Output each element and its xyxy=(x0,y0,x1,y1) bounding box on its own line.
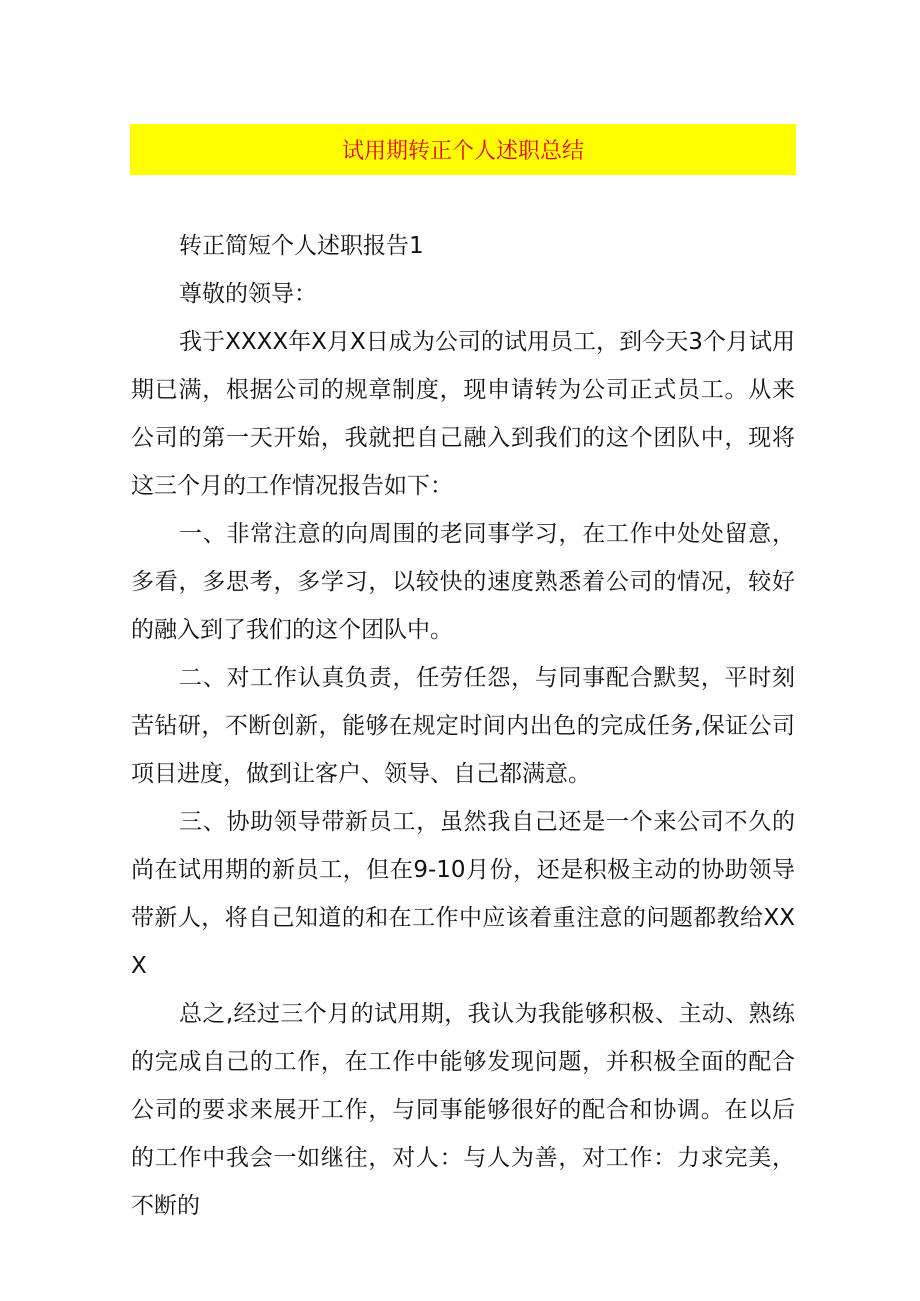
paragraph-intro: 我于XXXX年X月X日成为公司的试用员工，到今天3个月试用期已满，根据公司的规章制度，现申请转为公司正式员工。从来公司的第一天开始，我就把自己融入到我们的这个团队中，现将这三个月的工作情况报告如下： xyxy=(131,329,795,499)
paragraph-point-2: 二、对工作认真负责，任劳任怨，与同事配合默契，平时刻苦钻研，不断创新，能够在规定时间内出色的完成任务,保证公司项目进度，做到让客户、领导、自己都满意。 xyxy=(131,665,795,787)
paragraph-summary: 总之,经过三个月的试用期，我认为我能够积极、主动、熟练的完成自己的工作，在工作中能够发现问题，并积极全面的配合公司的要求来展开工作，与同事能够很好的配合和协调。在以后的工作中我会一如继往，对人：与人为善，对工作：力求完美，不断的 xyxy=(131,1001,795,1219)
paragraph-point-1: 一、非常注意的向周围的老同事学习，在工作中处处留意，多看，多思考，多学习，以较快的速度熟悉着公司的情况，较好的融入到了我们的这个团队中。 xyxy=(131,521,795,643)
paragraph-point-3: 三、协助领导带新员工，虽然我自己还是一个来公司不久的尚在试用期的新员工，但在9-10月份，还是积极主动的协助领导带新人，将自己知道的和在工作中应该着重注意的问题都教给XXX xyxy=(131,809,795,979)
document-body xyxy=(131,222,795,1230)
document-title: 试用期转正个人述职总结 xyxy=(341,139,584,164)
salutation: 尊敬的领导： xyxy=(179,281,317,307)
report-heading: 转正简短个人述职报告1 xyxy=(179,233,424,259)
title-banner xyxy=(130,124,796,175)
